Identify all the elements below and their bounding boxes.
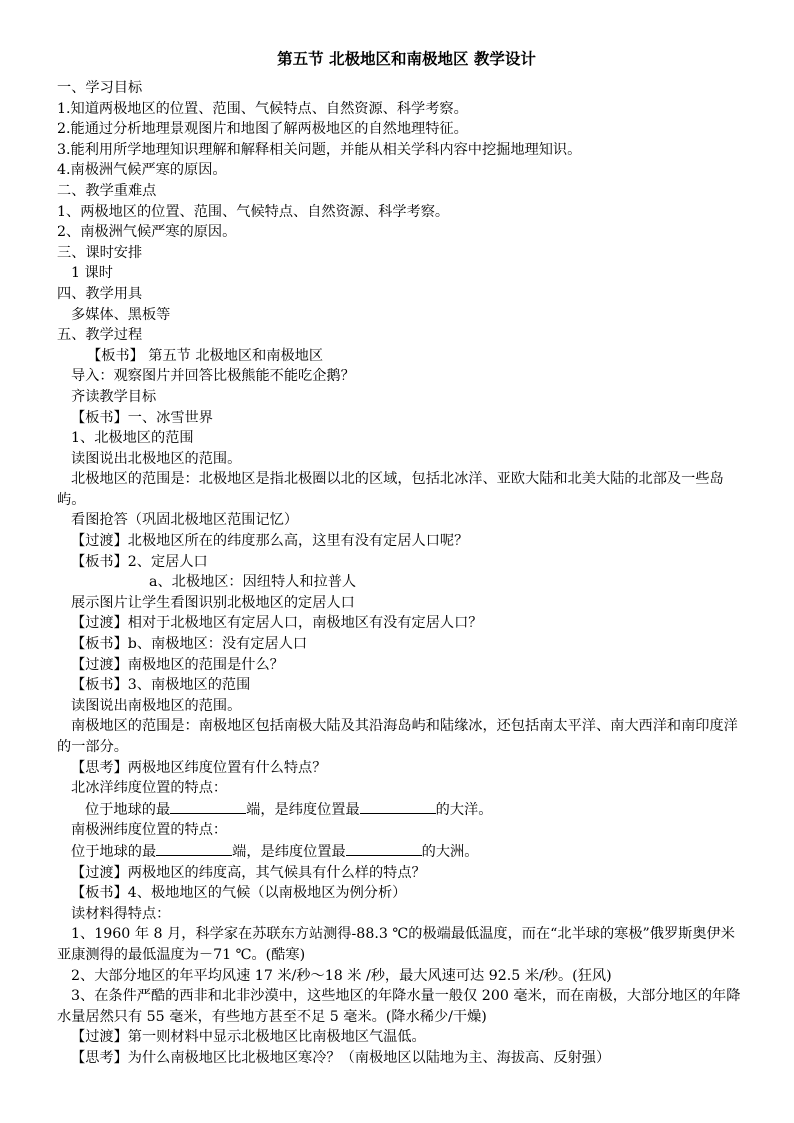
- page-title: 第五节 北极地区和南极地区 教学设计: [277, 50, 536, 68]
- objective-item: 3.能利用所学地理知识理解和解释相关问题，并能从相关学科内容中挖掘地理知识。: [57, 141, 582, 158]
- fill-blank-line: 位于地球的最 端，是纬度位置最 的大洋。: [57, 799, 742, 821]
- blank-field[interactable]: [170, 799, 246, 814]
- process-line: 【过渡】相对于北极地区有定居人口，南极地区有没有定居人口？: [71, 615, 483, 632]
- process-line: 北冰洋纬度位置的特点：: [71, 780, 228, 797]
- process-line: 【思考】两极地区纬度位置有什么特点？: [71, 759, 327, 776]
- process-line: 导入：观察图片并回答比极熊能不能吃企鹅？: [71, 368, 355, 385]
- objective-item: 2.能通过分析地理景观图片和地图了解两极地区的自然地理特征。: [57, 121, 468, 138]
- process-line: 看图抢答（巩固北极地区范围记忆）: [71, 512, 299, 529]
- process-line: 读图说出南极地区的范围。: [71, 697, 242, 714]
- process-line: 【板书】4、极地地区的气候（以南极地区为例分析）: [71, 885, 407, 902]
- section-heading-process: 五、教学过程: [57, 327, 143, 344]
- process-line: 【板书】一、冰雪世界: [71, 409, 213, 426]
- process-line: 【过渡】南极地区的范围是什么？: [71, 656, 284, 673]
- material-paragraph: 2、大部分地区的年平均风速 17 米/秒～18 米 /秒，最大风速可达 92.5 米/秒。(狂风): [71, 967, 612, 984]
- process-line: 读图说出北极地区的范围。: [71, 450, 242, 467]
- process-line: 【过渡】第一则材料中显示北极地区比南极地区气温低。: [71, 1029, 426, 1046]
- blank-field[interactable]: [360, 799, 436, 814]
- tools-text: 多媒体、黑板等: [71, 306, 171, 323]
- material-paragraph: 1、1960 年 8 月，科学家在苏联东方站测得-88.3 ℃的极端最低温度，而在“北半球的寒极”俄罗斯奥伊米亚康测得的最低温度为－71 ℃。(酷寒): [57, 926, 735, 963]
- process-line: 读材料得特点：: [71, 905, 171, 922]
- schedule-text: 1 课时: [71, 265, 113, 282]
- process-line: 【过渡】北极地区所在的纬度那么高，这里有没有定居人口呢？: [71, 533, 469, 550]
- process-line: 【思考】为什么南极地区比北极地区寒冷？（南极地区以陆地为主、海拔高、反射强）: [71, 1049, 611, 1066]
- process-line: 【板书】b、南极地区：没有定居人口: [71, 636, 308, 653]
- process-line: 南极洲纬度位置的特点：: [71, 822, 228, 839]
- section-heading-objectives: 一、学习目标: [57, 80, 143, 96]
- process-paragraph: 北极地区的范围是：北极地区是指北极圈以北的区域，包括北冰洋、亚欧大陆和北美大陆的北部及一些岛屿。: [57, 471, 724, 508]
- blank-field[interactable]: [346, 841, 422, 856]
- section-heading-tools: 四、教学用具: [57, 285, 143, 302]
- fill-blank-line: 位于地球的最 端，是纬度位置最 的大洲。: [57, 841, 742, 863]
- process-paragraph: 南极地区的范围是：南极地区包括南极大陆及其沿海岛屿和陆缘冰，还包括南太平洋、南大西洋和南印度洋的一部分。: [57, 718, 738, 755]
- key-point-item: 2、南极洲气候严寒的原因。: [57, 224, 237, 241]
- section-heading-schedule: 三、课时安排: [57, 244, 143, 261]
- process-line: 【板书】 第五节 北极地区和南极地区: [87, 347, 324, 364]
- process-line: 【板书】3、南极地区的范围: [71, 677, 251, 694]
- process-line: 【板书】2、定居人口: [71, 553, 208, 570]
- process-line: 齐读教学目标: [71, 388, 157, 405]
- objective-item: 4.南极洲气候严寒的原因。: [57, 162, 227, 179]
- material-paragraph: 3、在条件严酷的西非和北非沙漠中，这些地区的年降水量一般仅 200 毫米，而在南极，大部分地区的年降水量居然只有 55 毫米，有些地方甚至不足 5 毫米。(降水稀少/干燥): [57, 988, 741, 1025]
- process-line: 1、北极地区的范围: [71, 430, 194, 447]
- blank-field[interactable]: [156, 841, 232, 856]
- process-line: 展示图片让学生看图识别北极地区的定居人口: [71, 594, 355, 611]
- section-heading-key-points: 二、教学重难点: [57, 182, 157, 199]
- objective-item: 1.知道两极地区的位置、范围、气候特点、自然资源、科学考察。: [57, 100, 468, 117]
- process-line: 【过渡】两极地区的纬度高，其气候具有什么样的特点？: [71, 864, 426, 881]
- process-line: a、北极地区：因纽特人和拉普人: [149, 574, 357, 591]
- key-point-item: 1、两极地区的位置、范围、气候特点、自然资源、科学考察。: [57, 203, 450, 220]
